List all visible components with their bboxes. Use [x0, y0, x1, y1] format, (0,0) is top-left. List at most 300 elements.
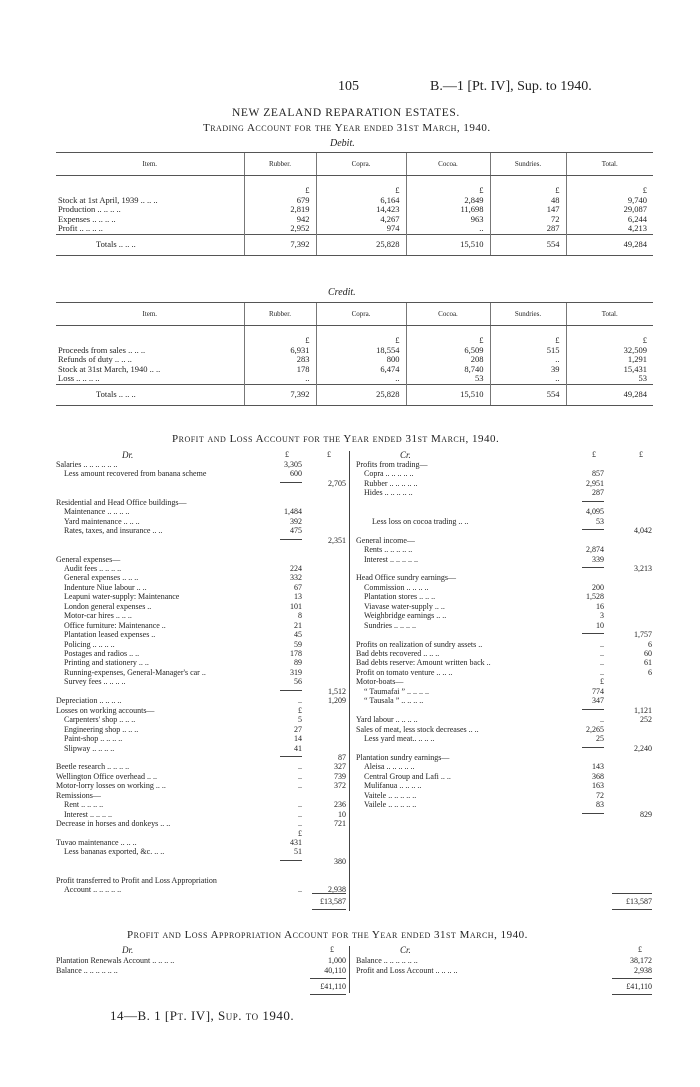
ledger-sub-amount: 475 — [290, 526, 302, 536]
appr-left-amount: 40,110 — [324, 966, 346, 975]
ledger-sub-amount: 89 — [294, 658, 302, 668]
ledger-sub-amount: 41 — [294, 743, 302, 753]
column-header: Copra. — [316, 153, 406, 176]
ledger-amount: 380 — [334, 856, 346, 866]
subtotal-rule — [582, 709, 604, 710]
ledger-line-label: Rent .. .. .. .. — [64, 800, 104, 810]
ledger-line-label: Sales of meat, less stock decreases .. .. — [356, 724, 479, 734]
table-cell: Expenses .. .. .. .. — [58, 213, 116, 224]
ledger-amount: 829 — [640, 809, 652, 819]
table-cell: 49,284 — [566, 384, 653, 405]
trading-account-title: Trading Account for the Year ended 31st March, 1940. — [203, 122, 491, 134]
ledger-sub-amount: 431 — [290, 838, 302, 847]
table-cell: .. — [490, 355, 566, 365]
appr-dr-label: Dr. — [122, 945, 134, 955]
ledger-line-label: Less loss on cocoa trading .. .. — [372, 516, 469, 526]
ledger-sub-amount: 4,095 — [586, 507, 604, 517]
subtotal-rule — [582, 501, 604, 502]
ledger-line-label: Vailele .. .. .. .. .. — [364, 800, 417, 810]
ledger-sub-amount: 2,951 — [586, 478, 604, 488]
table-cell — [56, 176, 244, 196]
table-cell: 178 — [244, 365, 316, 375]
ledger-sub-amount: 332 — [290, 573, 302, 583]
ledger-line-label: Motor-boats— — [356, 677, 404, 687]
table-cell: 147 — [490, 205, 566, 215]
totals-row — [56, 384, 653, 405]
ledger-sub-amount: .. — [298, 885, 302, 895]
ledger-line-label: Central Group and Lafi .. .. — [364, 771, 451, 781]
table-header-row — [56, 303, 653, 326]
table-cell: 800 — [316, 355, 406, 365]
subtotal-rule — [280, 482, 302, 483]
table-cell: £ — [316, 326, 406, 346]
ledger-sub-amount: 178 — [290, 649, 302, 658]
table-cell: Stock at 1st April, 1939 .. .. .. — [58, 194, 158, 205]
ledger-line-label: Profit on tomato venture .. .. .. — [356, 667, 453, 677]
ledger-sub-amount: 8 — [298, 611, 302, 621]
table-cell: Loss .. .. .. .. — [58, 373, 100, 383]
table-cell: 53 — [566, 374, 653, 384]
ledger-line-label: Paint-shop .. .. .. .. — [64, 734, 123, 744]
table-row — [56, 374, 653, 384]
ledger-line-label: Bad debts recovered .. .. .. — [356, 649, 440, 658]
table-cell: 6,164 — [316, 196, 406, 206]
table-cell: £ — [244, 176, 316, 196]
column-header: Total. — [566, 153, 653, 176]
ledger-sub-amount: 27 — [294, 724, 302, 734]
ledger-sub-amount: .. — [600, 639, 604, 649]
table-cell: 39 — [490, 365, 566, 375]
profit-loss-title: Profit and Loss Account for the Year ended 31st March, 1940. — [172, 433, 500, 445]
ledger-line-label: Depreciation .. .. .. .. — [56, 696, 122, 706]
ledger-sub-amount: 774 — [592, 686, 604, 696]
subtotal-rule — [582, 813, 604, 814]
table-cell: 25,828 — [316, 234, 406, 255]
table-cell: 287 — [490, 224, 566, 234]
appr-left-item: Plantation Renewals Account .. .. .. .. — [56, 956, 175, 965]
ledger-sub-amount: £ — [298, 828, 302, 838]
ledger-line-label: Beetle research .. .. .. .. — [56, 762, 130, 772]
debit-caption: Debit. — [330, 138, 355, 149]
ledger-amount: 252 — [640, 715, 652, 725]
ledger-line-label: Account .. .. .. .. .. — [64, 885, 122, 895]
page-footer: 14—B. 1 [Pt. IV], Sup. to 1940. — [110, 1008, 295, 1023]
subtotal-rule — [582, 529, 604, 530]
table-cell: £ — [244, 326, 316, 346]
ledger-line-label: Wellington Office overhead .. .. — [56, 771, 157, 781]
pl-total-rule-bottom-right — [612, 909, 652, 910]
ledger-sub-amount: 319 — [290, 667, 302, 677]
ledger-sub-amount: £ — [298, 705, 302, 715]
ledger-sub-amount: .. — [298, 771, 302, 781]
table-cell: 554 — [490, 384, 566, 405]
pl-total-rule-top-left — [312, 893, 346, 894]
ledger-line-label: Residential and Head Office buildings— — [56, 497, 187, 507]
pl-total-rule-top-right — [612, 893, 652, 894]
table-cell: 2,952 — [244, 224, 316, 234]
column-header: Cocoa. — [406, 153, 490, 176]
table-cell: Totals .. .. .. — [56, 384, 244, 405]
table-cell: 18,554 — [316, 346, 406, 356]
column-header: Rubber. — [244, 303, 316, 326]
ledger-sub-amount: 2,874 — [586, 545, 604, 555]
table-cell: .. — [244, 374, 316, 384]
ledger-amount: 1,121 — [634, 705, 652, 715]
ledger-line-label: Plantation sundry earnings— — [356, 752, 450, 762]
currency-row — [56, 326, 653, 346]
ledger-line-label: Less bananas exported, &c. .. .. — [64, 847, 165, 857]
ledger-line-label: Commission .. .. .. .. — [364, 582, 429, 592]
ledger-line-label: Motor-car hires .. .. .. — [64, 611, 132, 621]
table-cell: £ — [490, 326, 566, 346]
ledger-sub-amount: 368 — [592, 771, 604, 781]
appr-right-item: Balance .. .. .. .. .. .. — [356, 956, 418, 965]
currency-row — [56, 176, 653, 196]
ledger-amount: 60 — [644, 649, 652, 658]
ledger-line-label: Less yard meat.. .. .. .. — [364, 734, 435, 744]
table-cell: Stock at 31st March, 1940 .. .. — [58, 363, 161, 374]
table-cell: £ — [490, 176, 566, 196]
ledger-sub-amount: 72 — [596, 790, 604, 800]
ledger-sub-amount: 163 — [592, 781, 604, 791]
column-header: Sundries. — [490, 153, 566, 176]
ledger-sub-amount: 56 — [294, 677, 302, 687]
ledger-line-label: Slipway .. .. .. .. — [64, 743, 115, 753]
credit-table — [56, 302, 653, 406]
ledger-sub-amount: 5 — [298, 715, 302, 725]
appr-pound-right: £ — [638, 945, 642, 954]
ledger-line-label: Engineering shop .. .. .. — [64, 724, 139, 734]
pl-total-left: £13,587 — [320, 897, 346, 906]
ledger-line-label: Plantation leased expenses .. — [64, 630, 156, 640]
ledger-amount: 6 — [648, 667, 652, 677]
appr-left-amount: 1,000 — [328, 956, 346, 965]
ledger-sub-amount: .. — [298, 696, 302, 706]
ledger-line-label: Indenture Niue labour .. .. — [64, 582, 147, 592]
page-number: 105 — [338, 79, 359, 94]
ledger-sub-amount: 51 — [294, 847, 302, 857]
ledger-sub-amount: .. — [298, 800, 302, 810]
appr-right-item: Profit and Loss Account .. .. .. .. — [356, 966, 458, 975]
ledger-sub-amount: .. — [298, 762, 302, 772]
table-row — [56, 224, 653, 234]
ledger-sub-amount: 1,484 — [284, 507, 302, 517]
column-header: Rubber. — [244, 153, 316, 176]
table-cell: 4,267 — [316, 215, 406, 225]
table-cell: 14,423 — [316, 205, 406, 215]
ledger-line-label: Decrease in horses and donkeys .. .. — [56, 819, 171, 829]
ledger-line-label: Motor-lorry losses on working .. .. — [56, 781, 166, 791]
pl-center-divider — [349, 451, 350, 911]
ledger-sub-amount: 53 — [596, 516, 604, 526]
ledger-sub-amount: 2,265 — [586, 724, 604, 734]
ledger-line-label: General income— — [356, 535, 415, 545]
table-cell: Profit .. .. .. .. — [58, 223, 103, 233]
ledger-line-label: Copra .. .. .. .. .. — [364, 469, 414, 479]
ledger-line-label: Leapuni water-supply: Maintenance — [64, 592, 180, 602]
table-cell: 6,509 — [406, 346, 490, 356]
ledger-amount: 1,512 — [328, 686, 346, 696]
appr-right-amount: 2,938 — [634, 966, 652, 975]
pl-total-rule-bottom-left — [312, 909, 346, 910]
ledger-line-label: Postages and radios .. .. — [64, 649, 140, 658]
table-cell: 283 — [244, 355, 316, 365]
ledger-amount: 236 — [334, 800, 346, 810]
ledger-line-label: Tuvao maintenance .. .. .. — [56, 838, 137, 847]
table-row — [56, 215, 653, 225]
column-header: Sundries. — [490, 303, 566, 326]
ledger-line-label: Maintenance .. .. .. .. — [64, 507, 130, 517]
column-header: Item. — [56, 153, 244, 176]
appr-total-rule-top-right — [612, 978, 652, 979]
ledger-sub-amount: 339 — [592, 554, 604, 564]
ledger-line-label: Office furniture: Maintenance .. — [64, 620, 166, 630]
ledger-sub-amount: 67 — [294, 582, 302, 592]
ledger-amount: 327 — [334, 762, 346, 772]
ledger-line-label: General expenses— — [56, 554, 121, 564]
ledger-amount: 61 — [644, 658, 652, 668]
ledger-amount: 6 — [648, 639, 652, 649]
table-cell: 1,291 — [566, 355, 653, 365]
ledger-sub-amount: .. — [600, 667, 604, 677]
subtotal-rule — [582, 567, 604, 568]
ledger-sub-amount: 21 — [294, 620, 302, 630]
pl-pound-c: £ — [592, 450, 596, 459]
table-cell: £ — [316, 176, 406, 196]
table-cell: 942 — [244, 215, 316, 225]
table-cell: 49,284 — [566, 234, 653, 255]
ledger-line-label: Sundries .. .. .. .. — [364, 620, 416, 630]
document-title: NEW ZEALAND REPARATION ESTATES. — [232, 107, 460, 119]
table-cell: 2,819 — [244, 205, 316, 215]
table-cell: .. — [406, 224, 490, 234]
table-cell: 15,510 — [406, 234, 490, 255]
table-cell: 208 — [406, 355, 490, 365]
appr-left-item: Balance .. .. .. .. .. .. — [56, 966, 118, 975]
appr-total-left: £41,110 — [320, 982, 346, 991]
table-cell: 4,213 — [566, 224, 653, 234]
ledger-sub-amount: .. — [600, 649, 604, 658]
pl-total-right: £13,587 — [626, 897, 652, 906]
table-cell: 11,698 — [406, 205, 490, 215]
ledger-sub-amount: 347 — [592, 696, 604, 706]
ledger-line-label: Interest .. .. .. .. — [64, 809, 112, 819]
appropriation-title: Profit and Loss Appropriation Account for the Year ended 31st March, 1940. — [127, 929, 528, 941]
table-cell: 6,244 — [566, 215, 653, 225]
ledger-sub-amount: 143 — [592, 762, 604, 772]
ledger-sub-amount: 392 — [290, 516, 302, 526]
ledger-sub-amount: 14 — [294, 734, 302, 744]
table-cell: 6,474 — [316, 365, 406, 375]
ledger-sub-amount: 13 — [294, 592, 302, 602]
table-cell: Production .. .. .. .. — [58, 204, 121, 214]
table-cell: Proceeds from sales .. .. .. — [58, 344, 146, 355]
column-header: Copra. — [316, 303, 406, 326]
appr-total-rule-bottom-right — [612, 994, 652, 995]
ledger-line-label: Salaries .. .. .. .. .. .. — [56, 460, 118, 469]
table-cell: 25,828 — [316, 384, 406, 405]
pl-pound-d: £ — [639, 450, 643, 459]
table-cell: 15,510 — [406, 384, 490, 405]
table-cell: £ — [566, 326, 653, 346]
table-header-row — [56, 153, 653, 176]
ledger-sub-amount: .. — [298, 781, 302, 791]
table-row — [56, 196, 653, 206]
subtotal-rule — [280, 860, 302, 861]
table-cell: £ — [406, 176, 490, 196]
pl-pound-a: £ — [285, 450, 289, 459]
ledger-sub-amount: 101 — [290, 601, 302, 611]
ledger-amount: 721 — [334, 819, 346, 829]
ledger-line-label: Rents .. .. .. .. .. — [364, 545, 413, 555]
ledger-line-label: Profit transferred to Profit and Loss Appropriation — [56, 875, 217, 885]
table-cell: £ — [406, 326, 490, 346]
table-cell: £ — [566, 176, 653, 196]
ledger-sub-amount: 45 — [294, 630, 302, 640]
table-cell: 15,431 — [566, 365, 653, 375]
ledger-line-label: Aleisa .. .. .. .. .. — [364, 762, 415, 772]
table-cell: 679 — [244, 196, 316, 206]
ledger-sub-amount: 857 — [592, 469, 604, 479]
ledger-amount: 4,042 — [634, 526, 652, 536]
ledger-sub-amount: 16 — [596, 601, 604, 611]
ledger-sub-amount: 10 — [596, 620, 604, 630]
ledger-line-label: Rates, taxes, and insurance .. .. — [64, 526, 163, 536]
ledger-sub-amount: 200 — [592, 582, 604, 592]
appr-cr-label: Cr. — [400, 945, 411, 955]
debit-table — [56, 152, 653, 256]
ledger-line-label: Head Office sundry earnings— — [356, 573, 457, 583]
ledger-sub-amount: 224 — [290, 563, 302, 573]
ledger-sub-amount: .. — [298, 819, 302, 829]
ledger-amount: 739 — [334, 771, 346, 781]
ledger-line-label: Survey fees .. .. .. .. — [64, 677, 126, 687]
ledger-line-label: Hides .. .. .. .. .. — [364, 488, 413, 498]
ledger-sub-amount: .. — [600, 715, 604, 725]
table-row — [56, 205, 653, 215]
table-cell: .. — [316, 374, 406, 384]
ledger-line-label: Weighbridge earnings .. .. — [364, 611, 447, 621]
table-cell: 9,740 — [566, 196, 653, 206]
ledger-line-label: Rubber .. .. .. .. .. — [364, 478, 418, 488]
ledger-amount: 3,213 — [634, 563, 652, 573]
ledger-line-label: Audit fees .. .. .. .. — [64, 563, 122, 573]
appr-center-divider — [349, 946, 350, 993]
ledger-sub-amount: 287 — [592, 488, 604, 498]
subtotal-rule — [280, 756, 302, 757]
ledger-line-label: Mulifanua .. .. .. .. — [364, 781, 422, 791]
table-cell: 554 — [490, 234, 566, 255]
appr-total-rule-bottom-left — [310, 994, 346, 995]
ledger-amount: 2,240 — [634, 743, 652, 753]
column-header: Cocoa. — [406, 303, 490, 326]
table-cell: Totals .. .. .. — [56, 234, 244, 255]
table-cell: 48 — [490, 196, 566, 206]
ledger-line-label: Viavase water-supply .. .. — [364, 601, 445, 611]
table-cell: 963 — [406, 215, 490, 225]
ledger-line-label: Profits from trading— — [356, 460, 428, 469]
ledger-sub-amount: £ — [600, 677, 604, 687]
table-row — [56, 346, 653, 356]
pl-dr-label: Dr. — [122, 450, 134, 460]
ledger-line-label: Vaitele .. .. .. .. .. — [364, 790, 417, 800]
ledger-line-label: Remissions— — [56, 790, 101, 800]
ledger-line-label: Interest .. .. .. .. .. — [364, 554, 418, 564]
table-cell: 53 — [406, 374, 490, 384]
column-header: Item. — [56, 303, 244, 326]
table-cell: 6,931 — [244, 346, 316, 356]
table-cell: 2,849 — [406, 196, 490, 206]
ledger-amount: 87 — [338, 752, 346, 762]
ledger-sub-amount: 83 — [596, 800, 604, 810]
ledger-sub-amount: 59 — [294, 639, 302, 649]
ledger-line-label: Printing and stationery .. .. — [64, 658, 149, 668]
column-header: Total. — [566, 303, 653, 326]
ledger-sub-amount: 3 — [600, 611, 604, 621]
subtotal-rule — [280, 539, 302, 540]
table-cell: 7,392 — [244, 384, 316, 405]
subtotal-rule — [582, 747, 604, 748]
ledger-amount: 2,351 — [328, 535, 346, 545]
table-row — [56, 365, 653, 375]
pl-pound-b: £ — [327, 450, 331, 459]
appr-total-rule-top-left — [310, 978, 346, 979]
ledger-amount: 372 — [334, 781, 346, 791]
ledger-line-label: Policing .. .. .. .. — [64, 639, 115, 649]
ledger-line-label: Bad debts reserve: Amount written back .. — [356, 658, 491, 668]
table-cell: 7,392 — [244, 234, 316, 255]
ledger-sub-amount: 1,528 — [586, 592, 604, 602]
table-cell: 8,740 — [406, 365, 490, 375]
ledger-sub-amount: 3,305 — [284, 460, 302, 469]
ledger-line-label: Yard maintenance .. .. .. — [64, 516, 140, 526]
ledger-line-label: “ Taumafai ” .. .. .. .. — [364, 686, 430, 696]
ledger-line-label: Plantation stores .. .. .. — [364, 592, 436, 602]
ledger-amount: 2,938 — [328, 885, 346, 895]
document-reference: B.—1 [Pt. IV], Sup. to 1940. — [430, 79, 592, 94]
ledger-line-label: General expenses .. .. .. — [64, 573, 139, 583]
ledger-line-label: Less amount recovered from banana scheme — [64, 469, 207, 479]
subtotal-rule — [280, 690, 302, 691]
table-cell: 72 — [490, 215, 566, 225]
ledger-line-label: Carpenters' shop .. .. .. — [64, 715, 136, 725]
table-cell: 974 — [316, 224, 406, 234]
ledger-line-label: Losses on working accounts— — [56, 705, 155, 715]
ledger-sub-amount: .. — [600, 658, 604, 668]
totals-row — [56, 234, 653, 255]
credit-caption: Credit. — [328, 287, 356, 298]
ledger-sub-amount: .. — [298, 809, 302, 819]
pl-cr-label: Cr. — [400, 450, 411, 460]
ledger-amount: 2,705 — [328, 478, 346, 488]
table-cell: .. — [490, 374, 566, 384]
table-cell — [56, 326, 244, 346]
ledger-line-label: Profits on realization of sundry assets .. — [356, 639, 483, 649]
ledger-sub-amount: 600 — [290, 469, 302, 479]
ledger-line-label: London general expenses .. — [64, 601, 152, 611]
ledger-line-label: Running-expenses, General-Manager's car .. — [64, 667, 206, 677]
ledger-sub-amount: 25 — [596, 734, 604, 744]
table-cell: 29,087 — [566, 205, 653, 215]
ledger-line-label: “ Tausala ” .. .. .. .. — [364, 696, 424, 706]
table-cell: Refunds of duty .. .. .. — [58, 354, 132, 364]
table-cell: 32,509 — [566, 346, 653, 356]
ledger-amount: 10 — [338, 809, 346, 819]
table-cell: 515 — [490, 346, 566, 356]
subtotal-rule — [582, 633, 604, 634]
ledger-amount: 1,209 — [328, 696, 346, 706]
appr-right-amount: 38,172 — [630, 956, 652, 965]
